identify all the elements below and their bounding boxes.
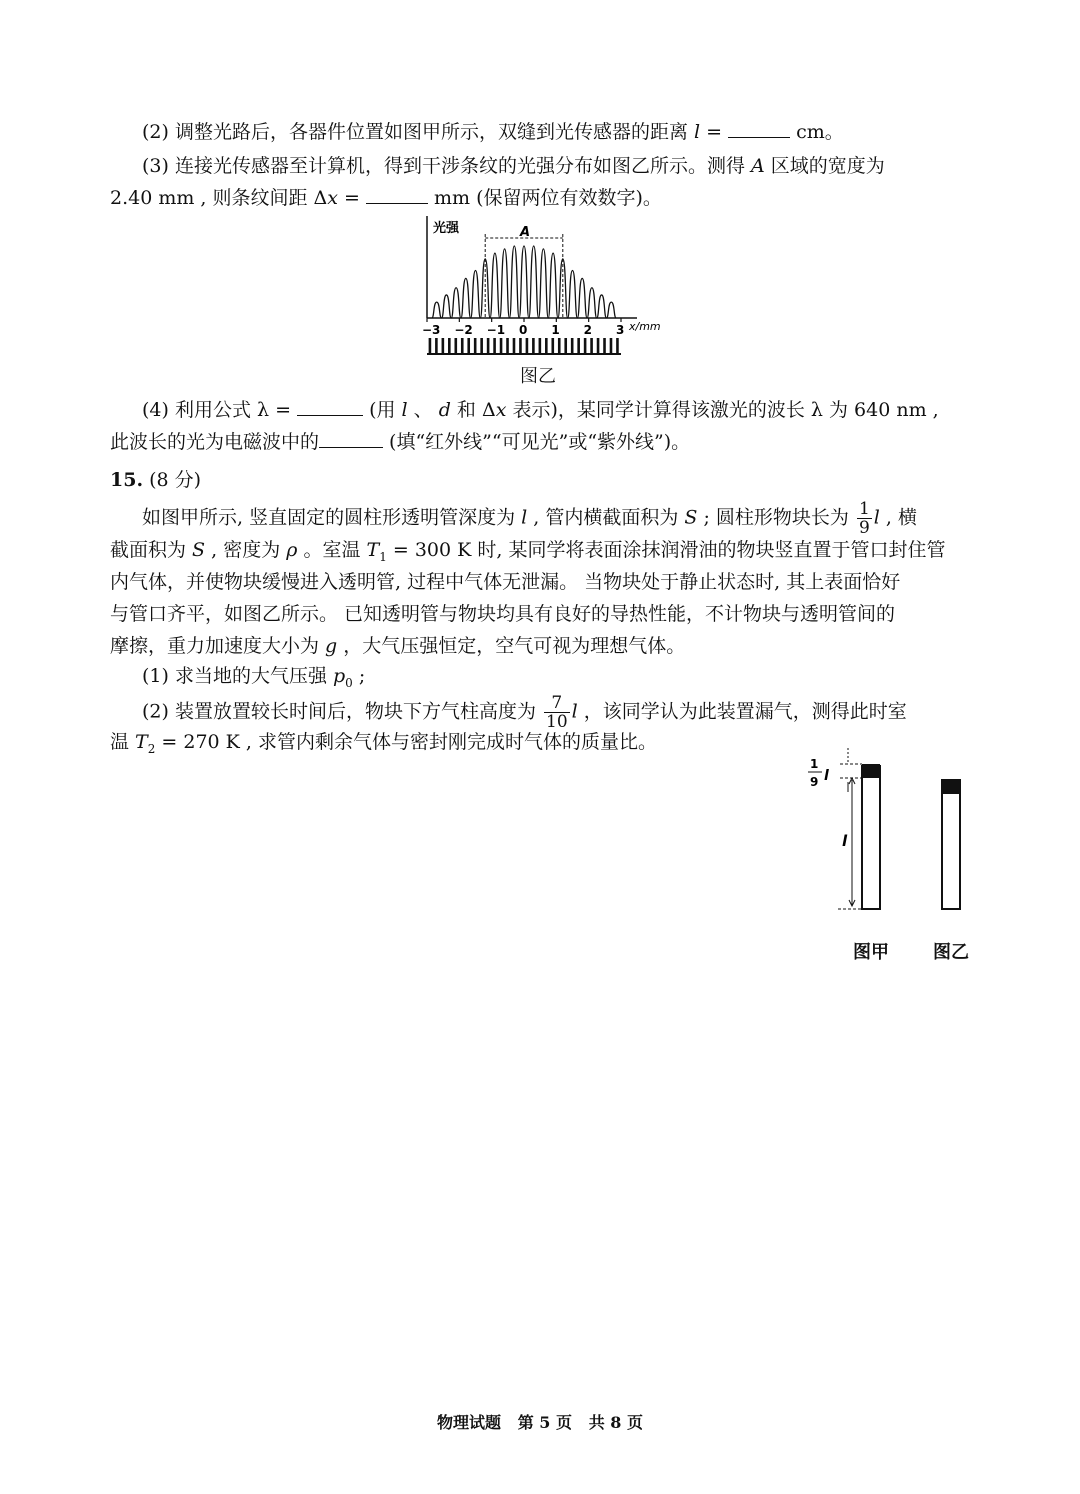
x-tick-label-0: −3: [422, 323, 441, 337]
sensor-cell: [500, 338, 503, 354]
chart-ylabel: 光强: [433, 221, 460, 236]
q15-line2: 截面积为 S , 密度为 ρ 。室温 $T_1 = 300$ K 时, 某同学将表面涂抹润滑油的物块竖直置于管口封住管: [110, 539, 946, 564]
q14-part3: (3) 连接光传感器至计算机，得到干涉条纹的光强分布如图乙所示。测得 A 区域的宽度为: [142, 155, 885, 177]
fringe-peak-2: [451, 288, 461, 318]
q15-sub2-cont: 温 $T_2 = 270$ K , 求管内剩余气体与密封刚完成时气体的质量比。: [110, 731, 657, 756]
sensor-cell: [493, 338, 496, 354]
q14-part4: (4) 利用公式 λ = (用 l 、 d 和 Δx 表示)，某同学计算得该激光的波长 λ 为 640 nm ,: [142, 399, 939, 421]
tube-figure-a: [808, 748, 880, 909]
sensor-cell: [564, 338, 567, 354]
x-tick-label-2: −1: [486, 323, 506, 337]
fringe-peak-3: [461, 278, 471, 318]
sensor-cell: [571, 338, 574, 354]
q14-part3-cont: 2.40 mm , 则条纹间距 Δx = mm (保留两位有效数字)。: [110, 187, 662, 209]
block-a: [862, 764, 880, 778]
fringe-peak-16: [587, 288, 597, 318]
sensor-cell: [551, 338, 554, 354]
sensor-cell: [513, 338, 516, 354]
fraction-one-ninth: $\frac{1}{9}$: [858, 499, 870, 538]
fringe-peak-6: [490, 253, 500, 318]
fringe-peak-0: [432, 302, 442, 318]
tube-figure-b: [942, 780, 960, 909]
answer-blank-formula[interactable]: [297, 397, 363, 416]
fringe-peak-11: [539, 249, 549, 318]
sensor-cell: [577, 338, 580, 354]
sensor-cell: [597, 338, 600, 354]
sensor-strip: [427, 338, 621, 354]
sensor-cell: [454, 338, 457, 354]
sensor-cell: [545, 338, 548, 354]
sensor-cell: [590, 338, 593, 354]
q15-header: 15. (8 分): [110, 469, 202, 491]
q15-sub2: (2) 装置放置较长时间后，物块下方气柱高度为 $\frac{7}{10}$ l ，该同学认为此装置漏气，测得此时室: [142, 693, 907, 732]
sensor-cell: [461, 338, 464, 354]
sensor-cell: [448, 338, 451, 354]
sensor-cell: [526, 338, 529, 354]
block-b: [942, 780, 960, 794]
fig-frac-num: 1: [810, 757, 819, 771]
fringe-peak-12: [548, 253, 558, 318]
q15-line4: 与管口齐平，如图乙所示。 已知透明管与物块均具有良好的导热性能，不计物块与透明管间的: [110, 603, 896, 625]
fraction-seven-tenths: $\frac{7}{10}$: [546, 693, 568, 732]
fringe-peak-15: [577, 278, 587, 318]
interference-intensity-chart: [415, 212, 675, 358]
sensor-cell: [539, 338, 542, 354]
tube-length-label: l: [842, 832, 848, 850]
answer-blank-band[interactable]: [319, 429, 383, 448]
sensor-cell: [558, 338, 561, 354]
sensor-cell: [584, 338, 587, 354]
fringe-peak-9: [519, 246, 529, 318]
x-tick-label-5: 2: [583, 323, 593, 337]
fringe-peak-14: [568, 270, 578, 318]
fringe-peak-8: [509, 246, 519, 318]
sensor-cell: [519, 338, 522, 354]
answer-blank-l[interactable]: [728, 119, 790, 138]
page-footer: 物理试题 第 5 页 共 8 页: [436, 1413, 643, 1432]
figure-a-caption: 图甲: [853, 942, 889, 963]
sensor-cell: [429, 338, 432, 354]
fig-frac-var: l: [824, 768, 829, 784]
q15-line5: 摩擦，重力加速度大小为 g ，大气压强恒定，空气可视为理想气体。: [110, 635, 686, 657]
chart-caption: 图乙: [520, 366, 556, 387]
sensor-cell: [480, 338, 483, 354]
x-tick-label-3: 0: [519, 323, 528, 337]
answer-blank-dx[interactable]: [366, 185, 428, 204]
q15-line1: 如图甲所示, 竖直固定的圆柱形透明管深度为 l , 管内横截面积为 S ; 圆柱形物块长为 $\frac{1}{9}$ l , 横: [142, 499, 917, 538]
region-a-label: A: [520, 225, 531, 240]
x-tick-label-1: −2: [454, 323, 473, 337]
q14-part4-cont: 此波长的光为电磁波中的 (填“红外线”“可见光”或“紫外线”)。: [110, 431, 691, 453]
sensor-cell: [442, 338, 445, 354]
fringe-peak-4: [471, 270, 481, 318]
q15-sub1: (1) 求当地的大气压强 $p_0$ ;: [142, 665, 366, 690]
sensor-cell: [467, 338, 470, 354]
sensor-cell: [474, 338, 477, 354]
x-tick-label-6: 3: [616, 323, 625, 337]
figure-b-caption: 图乙: [933, 942, 969, 963]
fringe-peak-17: [597, 295, 607, 318]
fringe-peak-1: [442, 295, 452, 318]
x-tick-label-4: 1: [551, 323, 560, 337]
tube-figures: [800, 740, 1000, 920]
sensor-cell: [616, 338, 619, 354]
sensor-cell: [610, 338, 613, 354]
sensor-cell: [532, 338, 535, 354]
sensor-cell: [603, 338, 606, 354]
sensor-cell: [506, 338, 509, 354]
sensor-cell: [487, 338, 490, 354]
fringe-peak-10: [529, 246, 539, 318]
fig-frac-den: 9: [810, 775, 819, 789]
fringe-peak-7: [500, 249, 510, 318]
q15-line3: 内气体，并使物块缓慢进入透明管, 过程中气体无泄漏。 当物块处于静止状态时, 其上表面恰好: [110, 571, 901, 593]
q14-part2: (2) 调整光路后，各器件位置如图甲所示，双缝到光传感器的距离 l = cm。: [142, 121, 844, 143]
fringe-peak-18: [606, 302, 616, 318]
chart-xlabel: x/mm: [629, 320, 661, 333]
sensor-cell: [435, 338, 438, 354]
